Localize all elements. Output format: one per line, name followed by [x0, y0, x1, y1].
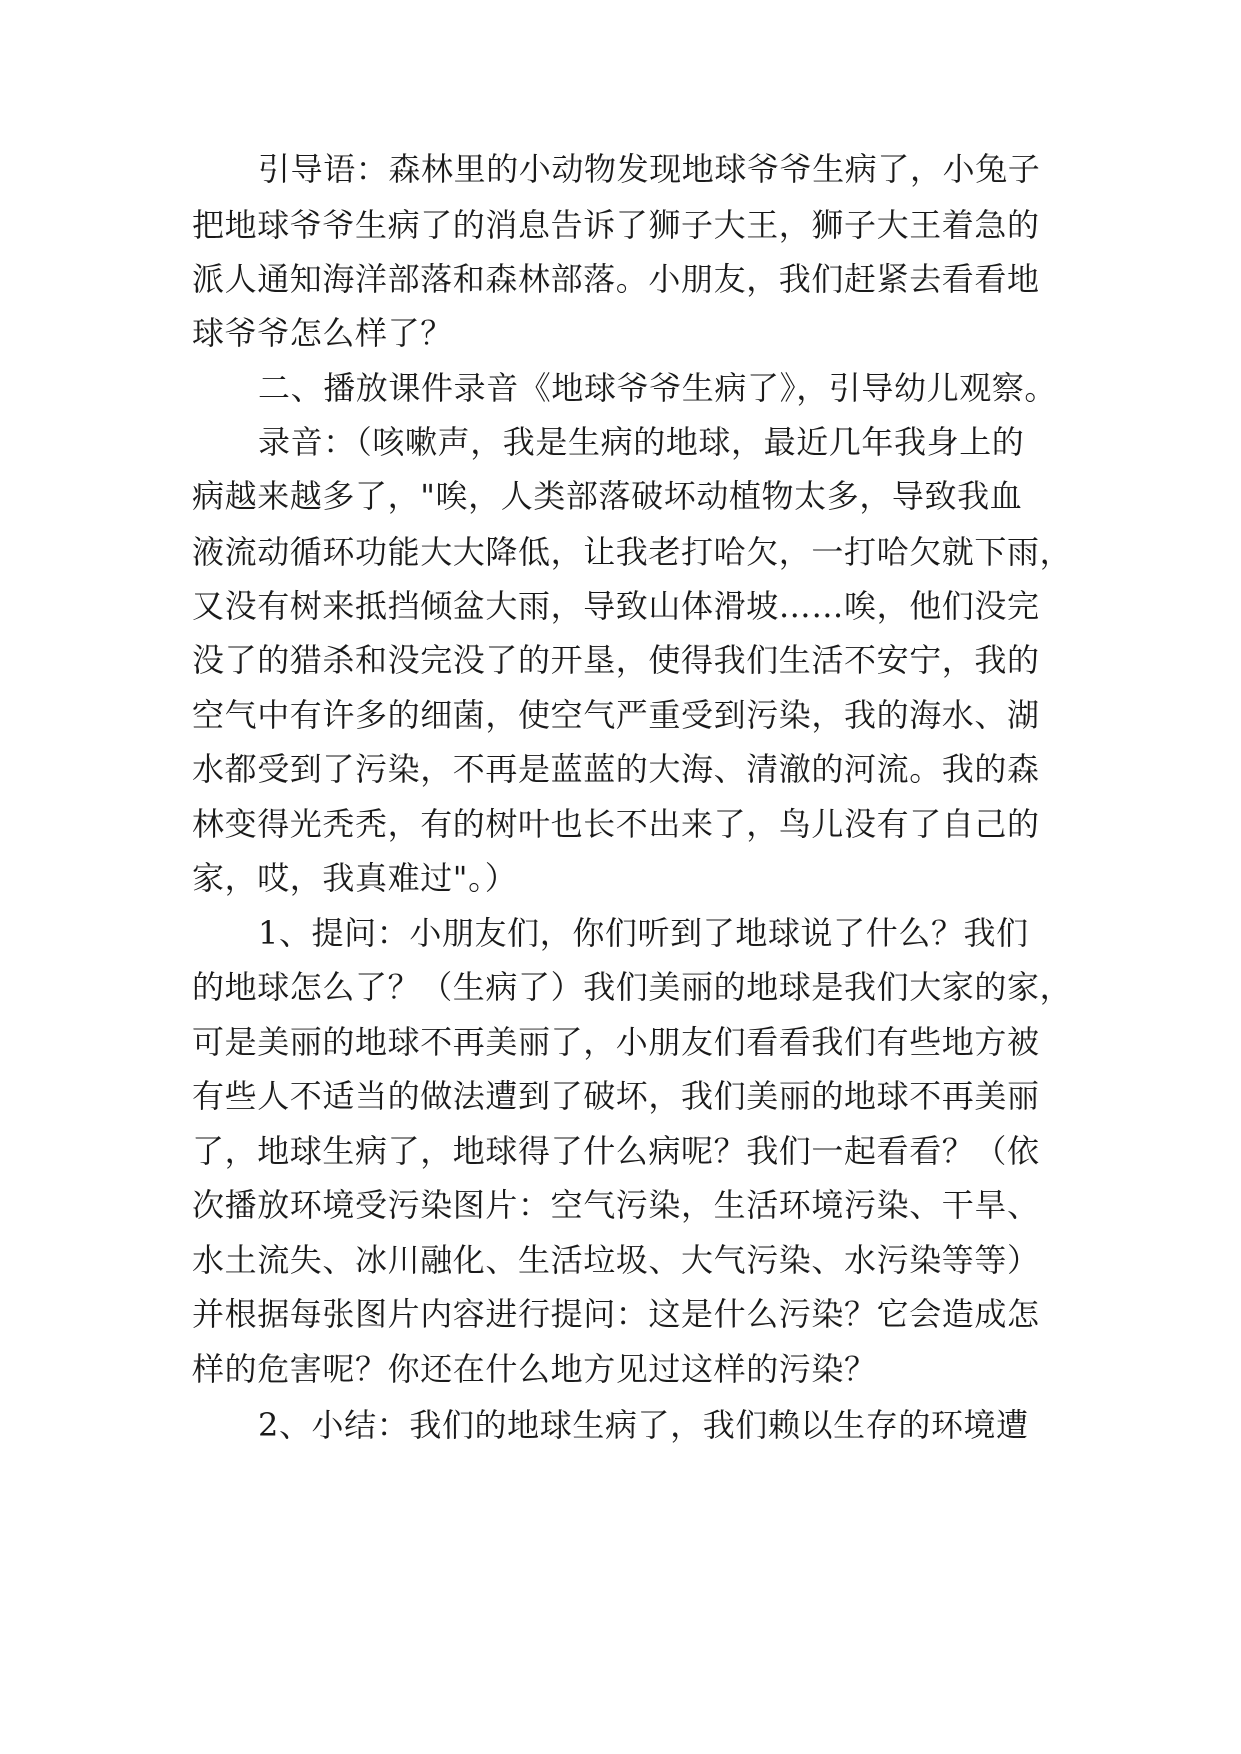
text-line: 样的危害呢？你还在什么地方见过这样的污染？ — [192, 1350, 877, 1388]
text-line: 可是美丽的地球不再美丽了，小朋友们看看我们有些地方被 — [192, 1023, 1040, 1061]
text-line: 球爷爷怎么样了？ — [192, 314, 453, 352]
text-line: 派人通知海洋部落和森林部落。小朋友，我们赶紧去看看地 — [192, 260, 1040, 298]
text-line: 液流动循环功能大大降低，让我老打哈欠，一打哈欠就下雨， — [192, 533, 1073, 571]
text-line: 把地球爷爷生病了的消息告诉了狮子大王，狮子大王着急的 — [192, 206, 1040, 244]
text-line: 2、小结：我们的地球生病了，我们赖以生存的环境遭 — [258, 1406, 1029, 1444]
text-line: 的地球怎么了？（生病了）我们美丽的地球是我们大家的家， — [192, 968, 1073, 1006]
text-line: 又没有树来抵挡倾盆大雨，导致山体滑坡……唉，他们没完 — [192, 587, 1040, 625]
text-line: 了，地球生病了，地球得了什么病呢？我们一起看看？（依 — [192, 1132, 1040, 1170]
text-line: 水土流失、冰川融化、生活垃圾、大气污染、水污染等等） — [192, 1241, 1040, 1279]
text-line: 录音：（咳嗽声，我是生病的地球，最近几年我身上的 — [258, 423, 1025, 461]
text-line: 有些人不适当的做法遭到了破坏，我们美丽的地球不再美丽 — [192, 1077, 1040, 1115]
text-line: 二、播放课件录音《地球爷爷生病了》，引导幼儿观察。 — [258, 369, 1058, 407]
text-line: 家，哎，我真难过"。） — [192, 859, 518, 897]
text-line: 引导语：森林里的小动物发现地球爷爷生病了，小兔子 — [258, 150, 1041, 188]
text-line: 1、提问：小朋友们，你们听到了地球说了什么？我们 — [258, 914, 1029, 952]
text-line: 空气中有许多的细菌，使空气严重受到污染，我的海水、湖 — [192, 696, 1040, 734]
text-line: 林变得光秃秃，有的树叶也长不出来了，鸟儿没有了自己的 — [192, 805, 1040, 843]
text-line: 水都受到了污染，不再是蓝蓝的大海、清澈的河流。我的森 — [192, 750, 1040, 788]
text-line: 病越来越多了，"唉，人类部落破坏动植物太多，导致我血 — [192, 477, 1023, 515]
text-line: 没了的猎杀和没完没了的开垦，使得我们生活不安宁，我的 — [192, 641, 1040, 679]
text-line: 次播放环境受污染图片：空气污染，生活环境污染、干旱、 — [192, 1186, 1040, 1224]
text-line: 并根据每张图片内容进行提问：这是什么污染？它会造成怎 — [192, 1295, 1040, 1333]
